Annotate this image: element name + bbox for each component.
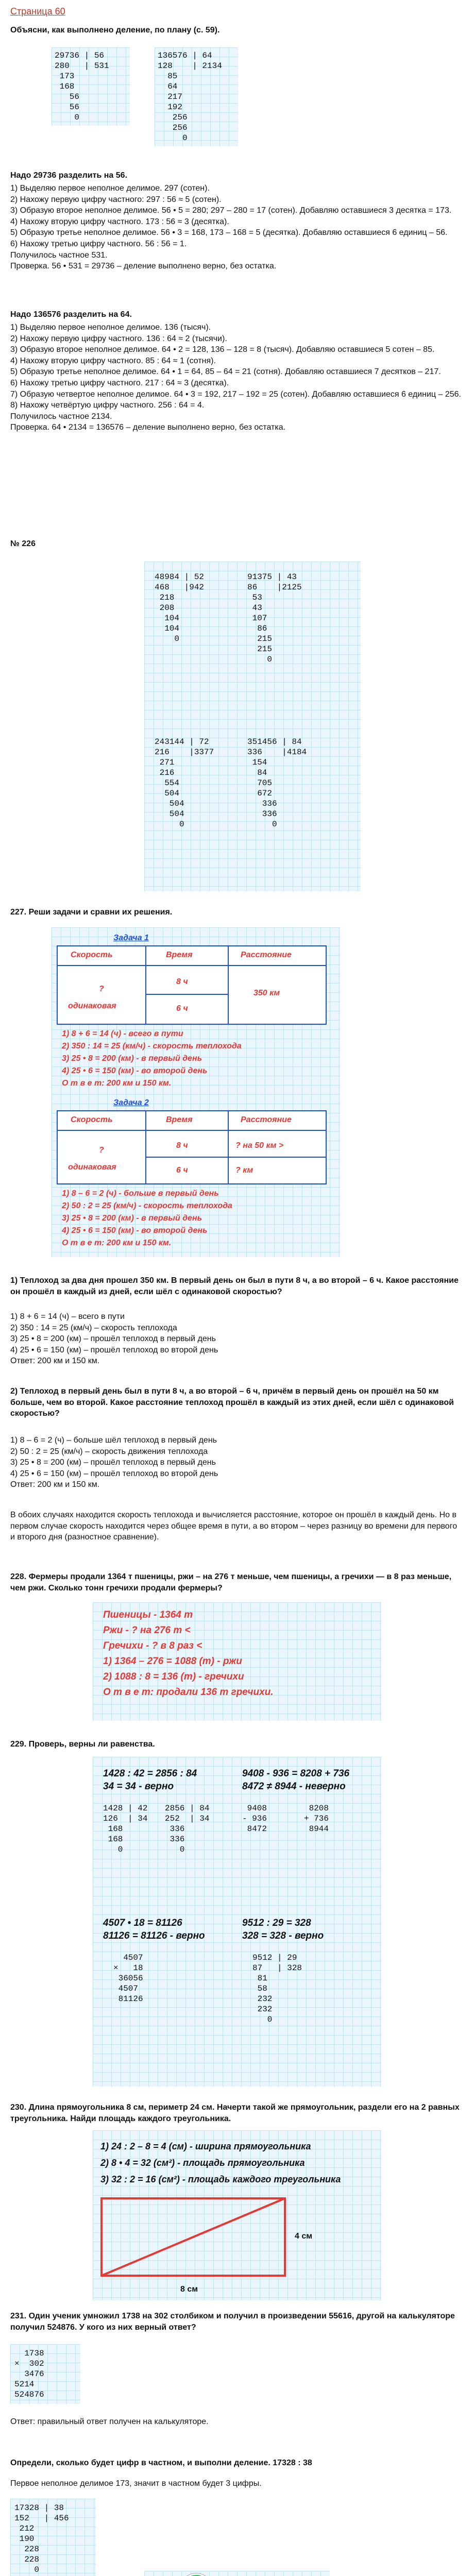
addition: 8208 + 736 8944 [304, 1804, 329, 1834]
n227-text1-lines [10, 1311, 464, 1367]
n230-line: 1) 24 : 2 – 8 = 4 (см) - ширина прямоугольника [100, 2141, 311, 2151]
chain-puzzle [144, 2571, 330, 2576]
n229-e4b: 328 = 328 - верно [242, 1930, 324, 1941]
task1-t1: 8 ч [176, 977, 188, 986]
task2-d1: ? на 50 км > [235, 1141, 284, 1150]
n227-compare: В обоих случаях находится скорость теплохода и вычисляется расстояние, которое он прошёл в каждый день. Но в первом случае скорость находится через общее время в пути, а во втором – через разницу во времени для первого и второго дня (разностное сравнение). [10, 1511, 458, 1542]
final-note: Первое неполное делимое 173, значит в частном будет 3 цифры. [10, 2479, 262, 2488]
task1-sol-line: О т в е т: 200 км и 150 км. [62, 1079, 172, 1088]
explain1-line: 1) Выделяю первое неполное делимое. 297 (сотен). [10, 184, 210, 193]
n228-solution [93, 1602, 381, 1721]
n227-text2-lines [10, 1435, 464, 1490]
task2-t1: 8 ч [176, 1141, 188, 1150]
n228-line: Ржи - ? на 276 т < [103, 1625, 191, 1636]
task2-t2: 6 ч [176, 1166, 188, 1175]
explain2-line: Получилось частное 2134. [10, 412, 112, 421]
n229-e2b: 8472 ≠ 8944 - неверно [242, 1781, 346, 1792]
task1-header-row [58, 946, 326, 966]
text1-line: Ответ: 200 км и 150 км. [10, 1357, 100, 1366]
text2-line: 2) 50 : 2 = 25 (км/ч) – скорость движения теплохода [10, 1447, 208, 1456]
explain1-line: 2) Нахожу первую цифру частного: 297 : 56 ≈ 5 (сотен). [10, 195, 222, 204]
n229-e4: 9512 : 29 = 328 [242, 1918, 311, 1928]
n228-line: 2) 1088 : 8 = 136 (т) - гречихи [103, 1671, 244, 1682]
explain1-line: 5) Образую третье неполное делимое. 56 • 3 = 168, 173 – 168 = 5 (десятка). Добавляю оставшиеся 6 единиц – 56. [10, 228, 448, 238]
start-circle [180, 2573, 212, 2576]
explain2-line: 8) Нахожу четвёртую цифру частного. 256 : 64 = 4. [10, 401, 205, 410]
text2-line: 3) 25 • 8 = 200 (км) – прошёл теплоход в первый день [10, 1458, 216, 1467]
task1-sol-line: 1) 8 + 6 = 14 (ч) - всего в пути [62, 1029, 183, 1038]
n228-line: Гречихи - ? в 8 раз < [103, 1640, 202, 1651]
task1-solution [62, 1028, 242, 1090]
text1-line: 3) 25 • 8 = 200 (км) – прошёл теплоход в первый день [10, 1334, 216, 1344]
n228-line: О т в е т: продали 136 т гречихи. [103, 1687, 274, 1698]
task2-sol-line: О т в е т: 200 км и 150 км. [62, 1239, 172, 1247]
n227-text2-title: 2) Теплоход в первый день был в пути 8 ч, а во второй – 6 ч, причём в первый день он прошёл на 50 км больше, чем во второй. Какое расстояние теплоход прошёл в каждый из этих дней, если шёл с одинаковой скоростью? [10, 1387, 454, 1418]
n230-bottom: 8 см [180, 2285, 198, 2294]
task2-speed: ? [99, 1146, 104, 1155]
explain1-title: Надо 29736 разделить на 56. [10, 171, 128, 180]
n230-line: 2) 8 • 4 = 32 (см²) - площадь прямоугольника [100, 2158, 305, 2168]
n227-title: 227. Реши задачи и сравни их решения. [10, 908, 173, 917]
division: 48984 | 52 468 |942 218 208 104 104 0 [155, 572, 205, 643]
final-title: Определи, сколько будет цифр в частном, и выполни деление. 17328 : 38 [10, 2459, 312, 2467]
n231-multiplication: 1738 × 302 3476 5214 524876 [10, 2344, 80, 2404]
explain2-line: 1) Выделяю первое неполное делимое. 136 (тысяч). [10, 323, 211, 332]
task2-header: Расстояние [241, 1115, 292, 1124]
division: 2856 | 84 252 | 34 336 336 0 [165, 1804, 210, 1854]
explain2-line: 3) Образую второе неполное делимое. 64 • 2 = 128, 136 – 128 = 8 (тысяч). Добавляю оставшиеся 5 сотен – 85. [10, 345, 435, 354]
task2-sol-line: 2) 50 : 2 = 25 (км/ч) - скорость теплохода [62, 1201, 232, 1210]
n226-title: № 226 [10, 539, 36, 548]
text2-line: 4) 25 • 6 = 150 (км) – прошёл теплоход во второй день [10, 1469, 218, 1478]
subtraction: 9408 - 936 8472 [242, 1804, 267, 1834]
n229-e2: 9408 - 936 = 8208 + 736 [242, 1768, 350, 1779]
n228-lines [103, 1607, 274, 1700]
task1-sol-line: 3) 25 • 8 = 200 (км) - в первый день [62, 1054, 202, 1063]
task1-header: Скорость [71, 951, 113, 959]
explain2-line: Проверка. 64 • 2134 = 136576 – деление выполнено верно, без остатка. [10, 423, 286, 432]
task2-same: одинаковая [68, 1163, 116, 1172]
task1-header: Расстояние [241, 951, 292, 959]
task2-sol-line: 3) 25 • 8 = 200 (км) - в первый день [62, 1214, 202, 1223]
explain2-line: 2) Нахожу первую цифру частного. 136 : 64 ≈ 2 (тысячи). [10, 334, 227, 343]
task1-sol-line: 4) 25 • 6 = 150 (км) - во второй день [62, 1066, 208, 1075]
task2-header: Время [166, 1115, 193, 1124]
text2-line: 1) 8 – 6 = 2 (ч) – больше шёл теплоход в первый день [10, 1436, 217, 1445]
task1-same: одинаковая [68, 1002, 116, 1010]
division: 351456 | 84 336 |4184 154 84 705 672 336 336 0 [247, 737, 307, 829]
divider [228, 946, 229, 1024]
division: 243144 | 72 216 |3377 271 216 554 504 504 504 0 [155, 737, 214, 829]
diagonal [101, 2198, 285, 2276]
final-division: 17328 | 38 152 | 456 212 190 228 228 0 [10, 2499, 96, 2576]
n229-e3: 4507 • 18 = 81126 [103, 1918, 182, 1928]
text1-line: 2) 350 : 14 = 25 (км/ч) – скорость теплохода [10, 1323, 177, 1332]
n231-title: 231. Один ученик умножил 1738 на 302 столбиком и получил в произведении 55616, другой на калькуляторе получил 524876. У кого из них верный ответ? [10, 2312, 455, 2332]
explain2-line: 5) Образую третье неполное делимое. 64 • 1 = 64, 85 – 64 = 21 (сотня). Добавляю оставшиеся 7 десятков – 217. [10, 367, 441, 377]
explain2-line: 6) Нахожу третью цифру частного. 217 : 64 ≈ 3 (десятка). [10, 378, 229, 387]
explain1-lines [10, 183, 464, 272]
task2-sol-line: 1) 8 – 6 = 2 (ч) - больше в первый день [62, 1189, 219, 1198]
division: 91375 | 43 86 |2125 53 43 107 86 215 215 0 [247, 572, 302, 664]
task2-d2: ? км [235, 1166, 253, 1175]
n230-side: 4 см [295, 2232, 313, 2241]
task1-label: Задача 1 [113, 934, 149, 942]
divider [146, 994, 228, 995]
text2-line: Ответ: 200 км и 150 км. [10, 1480, 100, 1489]
text1-line: 4) 25 • 6 = 150 (км) – прошёл теплоход во второй день [10, 1345, 218, 1354]
divider [228, 1111, 229, 1183]
task1-table [57, 945, 327, 1025]
explain1-line: 3) Образую второе неполное делимое. 56 • 5 = 280; 297 – 280 = 17 (сотен). Добавляю оставшиеся 3 десятка = 173. [10, 206, 452, 215]
task2-header: Скорость [71, 1115, 113, 1124]
task1-speed: ? [99, 985, 104, 993]
n229-e3b: 81126 = 81126 - верно [103, 1930, 205, 1941]
text1-line: 1) 8 + 6 = 14 (ч) – всего в пути [10, 1312, 125, 1321]
page-link[interactable]: Страница 60 [10, 6, 65, 16]
n229-e1b: 34 = 34 - верно [103, 1781, 174, 1792]
divider [145, 946, 146, 1024]
divider [145, 1111, 146, 1183]
task2-table [57, 1110, 327, 1184]
explain2-line: 7) Образую четвертое неполное делимое. 64 • 3 = 192, 217 – 192 = 25 (сотен). Добавляю оставшиеся 6 единиц – 256. [10, 389, 461, 399]
n228-line: Пшеницы - 1364 т [103, 1609, 193, 1620]
explain2-title: Надо 136576 разделить на 64. [10, 310, 132, 319]
n230-title: 230. Длина прямоугольника 8 см, периметр 24 см. Начерти такой же прямоугольник, раздели его на 2 равных треугольника. Найди площадь каждого треугольника. [10, 2103, 460, 2123]
n227-tasks [52, 927, 340, 1257]
task1-t2: 6 ч [176, 1004, 188, 1013]
n230-line: 3) 32 : 2 = 16 (см²) - площадь каждого треугольника [100, 2174, 341, 2184]
explain1-line: 6) Нахожу третью цифру частного. 56 : 56 = 1. [10, 239, 187, 248]
explain1-line: 4) Нахожу вторую цифру частного. 173 : 56 ≈ 3 (десятка). [10, 217, 229, 226]
task2-solution [62, 1188, 232, 1249]
task2-sol-line: 4) 25 • 6 = 150 (км) - во второй день [62, 1226, 208, 1235]
intro-title: Объясни, как выполнено деление, по плану (с. 59). [10, 26, 220, 35]
n226-divisions [144, 562, 361, 891]
n231-answer: Ответ: правильный ответ получен на калькуляторе. [10, 2417, 209, 2426]
n228-line: 1) 1364 – 276 = 1088 (т) - ржи [103, 1656, 242, 1667]
task2-header-row [58, 1111, 326, 1131]
explain1-line: Проверка. 56 • 531 = 29736 – деление выполнено верно, без остатка. [10, 262, 277, 271]
task1-dist: 350 км [253, 989, 280, 997]
task1-sol-line: 2) 350 : 14 = 25 (км/ч) - скорость теплохода [62, 1042, 242, 1050]
n230-work [93, 2130, 381, 2300]
explain1-line: Получилось частное 531. [10, 250, 108, 260]
n229-work [93, 1757, 381, 2087]
intro-division-2: 136576 | 64 128 | 2134 85 64 217 192 256 256 0 [155, 47, 238, 146]
explain2-line: 4) Нахожу вторую цифру частного. 85 : 64 ≈ 1 (сотня). [10, 356, 216, 365]
rectangle-diagram [100, 2197, 286, 2295]
division: 1428 | 42 126 | 34 168 168 0 [103, 1804, 148, 1854]
n227-text1-title: 1) Теплоход за два дня прошел 350 км. В первый день он был в пути 8 ч, а во второй – 6 ч. Какое расстояние он прошёл в каждый из дней, если шёл с одинаковой скоростью? [10, 1276, 459, 1296]
division: 9512 | 29 87 | 328 81 58 232 232 0 [252, 1953, 302, 2024]
divider [146, 1157, 326, 1158]
task2-label: Задача 2 [113, 1098, 149, 1107]
n229-title: 229. Проверь, верны ли равенства. [10, 1740, 155, 1749]
n230-lines [100, 2138, 341, 2188]
explain2-lines [10, 322, 464, 433]
multiplication: 4507 × 18 36056 4507 81126 [113, 1953, 143, 2004]
n228-title: 228. Фермеры продали 1364 т пшеницы, ржи – на 276 т меньше, чем пшеницы, а гречихи — в 8 раз меньше, чем ржи. Сколько тонн гречихи продали фермеры? [10, 1572, 452, 1592]
intro-division-1: 29736 | 56 280 | 531 173 168 56 56 0 [52, 47, 130, 126]
n229-e1: 1428 : 42 = 2856 : 84 [103, 1768, 197, 1779]
task1-header: Время [166, 951, 193, 959]
